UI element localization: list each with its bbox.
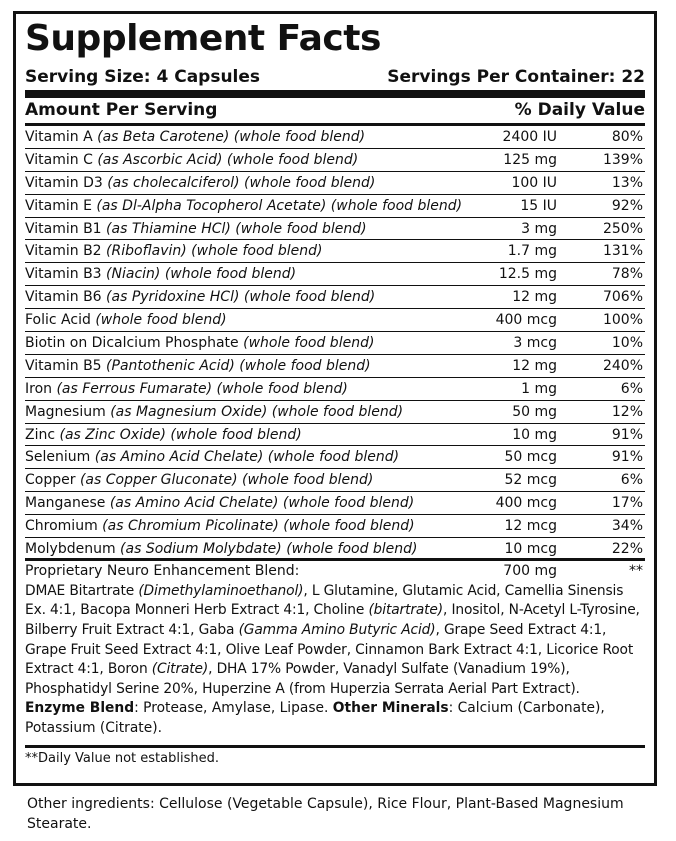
nutrient-name: [25, 446, 399, 469]
serving-info: [25, 66, 645, 88]
nutrient-name: [25, 195, 462, 218]
nutrient-row: [25, 355, 645, 378]
nutrient-base-name: Manganese: [25, 495, 110, 512]
servings-per-container: Servings Per Container: 22: [387, 67, 645, 87]
nutrient-name: [25, 515, 415, 538]
nutrient-base-name: Folic Acid: [25, 312, 96, 329]
nutrient-row: [25, 309, 645, 332]
nutrient-detail: (Riboflavin) (whole food blend): [106, 243, 323, 260]
ingredient-note: (bitartrate): [368, 602, 443, 619]
nutrient-detail: (as Dl-Alpha Tocopherol Acetate) (whole food blend): [96, 197, 463, 214]
nutrient-detail: (as Magnesium Oxide) (whole food blend): [110, 403, 404, 420]
nutrient-detail: (as Ferrous Fumarate) (whole food blend): [56, 380, 348, 397]
nutrient-amount: 12 mg: [512, 357, 557, 374]
nutrient-row: [25, 446, 645, 469]
blend-amount: 700 mg: [503, 562, 557, 579]
nutrient-row: [25, 172, 645, 195]
nutrient-base-name: Biotin on Dicalcium Phosphate: [25, 335, 244, 352]
serving-size: Serving Size: 4 Capsules: [25, 67, 261, 87]
nutrient-name: [25, 263, 296, 286]
nutrient-row: [25, 469, 645, 492]
nutrient-row: [25, 218, 645, 241]
nutrient-daily-value: 10%: [611, 335, 643, 352]
ingredient-note: (Citrate): [151, 661, 209, 678]
nutrient-row: [25, 263, 645, 286]
nutrient-amount: 15 IU: [520, 197, 557, 214]
nutrient-detail: (as Copper Gluconate) (whole food blend): [79, 472, 374, 489]
nutrient-name: [25, 424, 302, 447]
nutrient-amount: 3 mcg: [513, 335, 557, 352]
amount-header: Amount Per Serving: [25, 100, 218, 120]
enzyme-text: : Protease, Amylase, Lipase.: [134, 700, 333, 717]
ingredient-text: , L Glutamine, Glutamic Acid, Camellia Sinensis Ex. 4:1, Bacopa Monneri Herb Extract 4:1, Choline: [25, 582, 624, 619]
nutrient-detail: (as Ascorbic Acid) (whole food blend): [97, 151, 359, 168]
blend-name: Proprietary Neuro Enhancement Blend:: [25, 562, 300, 579]
nutrient-amount: 10 mg: [512, 426, 557, 443]
nutrient-amount: 52 mcg: [504, 472, 557, 489]
other-minerals-label: Other Minerals: [332, 700, 449, 717]
nutrient-detail: (whole food blend): [243, 335, 375, 352]
nutrient-amount: 1 mg: [521, 380, 557, 397]
nutrient-daily-value: 131%: [602, 243, 643, 260]
nutrient-daily-value: 92%: [611, 197, 643, 214]
ingredient-text: , Inositol, N-Acetyl L-Tyrosine, Bilberry Fruit Extract 4:1, Gaba: [25, 602, 640, 638]
nutrient-name: [25, 492, 414, 515]
nutrient-daily-value: 6%: [620, 472, 643, 489]
ingredient-note: (Dimethylaminoethanol): [138, 582, 304, 599]
nutrient-daily-value: 17%: [611, 495, 643, 512]
enzyme-label: Enzyme Blend: [25, 700, 135, 717]
nutrient-base-name: Molybdenum: [25, 541, 121, 558]
nutrient-detail: (as Thiamine HCl) (whole food blend): [106, 220, 367, 237]
nutrient-detail: (as Amino Acid Chelate) (whole food blend): [94, 449, 400, 466]
nutrient-row: [25, 401, 645, 424]
nutrient-detail: (as Beta Carotene) (whole food blend): [97, 129, 366, 145]
daily-value-header: % Daily Value: [514, 100, 645, 120]
nutrient-amount: 400 mcg: [495, 312, 557, 329]
nutrient-detail: (Pantothenic Acid) (whole food blend): [106, 357, 371, 374]
nutrient-amount: 125 mg: [503, 151, 557, 168]
nutrient-daily-value: 13%: [611, 174, 643, 191]
nutrient-daily-value: 34%: [611, 518, 643, 535]
nutrient-row: [25, 424, 645, 447]
ingredient-text: , Grape Seed Extract 4:1, Grape Fruit Seed Extract 4:1, Olive Leaf Powder, Cinnamon Bark Extract 4:1, Licorice Root Extract 4:1, Boron: [25, 621, 634, 678]
nutrient-daily-value: 240%: [602, 357, 643, 374]
nutrient-daily-value: 706%: [602, 289, 643, 306]
nutrient-base-name: Chromium: [25, 518, 103, 535]
nutrient-amount: 100 IU: [511, 174, 557, 191]
nutrient-row: [25, 332, 645, 355]
nutrient-row: [25, 378, 645, 401]
ingredient-text: , DHA 17% Powder, Vanadyl Sulfate (Vanadium 19%), Phosphatidyl Serine 20%, Huperzine A (from Huperzia Serrata Aerial Part Extract).: [25, 661, 580, 697]
column-header: [25, 98, 645, 123]
nutrient-detail: (Niacin) (whole food blend): [106, 266, 297, 283]
nutrient-name: [25, 309, 227, 332]
nutrient-row: [25, 286, 645, 309]
thick-divider: [25, 90, 645, 98]
nutrient-base-name: Vitamin B2: [25, 243, 107, 260]
nutrient-row: [25, 195, 645, 218]
nutrient-row: [25, 240, 645, 263]
nutrient-base-name: Iron: [25, 380, 57, 397]
nutrient-amount: 50 mcg: [504, 449, 557, 466]
nutrient-name: [25, 378, 348, 401]
nutrient-daily-value: 250%: [602, 220, 643, 237]
nutrient-name: [25, 240, 322, 263]
blend-daily-value: **: [629, 562, 643, 579]
nutrient-name: [25, 332, 374, 355]
nutrient-amount: 12 mg: [512, 289, 557, 306]
nutrient-name: [25, 401, 403, 424]
nutrient-base-name: Selenium: [25, 449, 95, 466]
nutrient-amount: 2400 IU: [502, 129, 557, 145]
proprietary-blend: [25, 562, 645, 582]
panel-title: Supplement Facts: [25, 18, 381, 59]
nutrient-amount: 12.5 mg: [498, 266, 557, 283]
nutrient-base-name: Vitamin B3: [25, 266, 107, 283]
enzyme-blend: [25, 699, 645, 738]
nutrient-base-name: Zinc: [25, 426, 60, 443]
nutrient-daily-value: 80%: [611, 129, 643, 145]
nutrient-name: [25, 149, 358, 172]
nutrient-base-name: Vitamin A: [25, 129, 98, 145]
nutrient-name: [25, 172, 375, 195]
nutrient-base-name: Copper: [25, 472, 80, 489]
nutrient-base-name: Vitamin B6: [25, 289, 107, 306]
nutrient-row: [25, 538, 645, 561]
nutrient-detail: (as cholecalciferol) (whole food blend): [107, 174, 376, 191]
nutrient-daily-value: 78%: [611, 266, 643, 283]
nutrient-amount: 12 mcg: [504, 518, 557, 535]
blend-ingredients: [25, 582, 645, 700]
nutrient-row: [25, 149, 645, 172]
other-minerals-text: : Calcium (Carbonate), Potassium (Citrate).: [25, 700, 605, 736]
nutrient-base-name: Vitamin B5: [25, 357, 107, 374]
nutrient-base-name: Vitamin B1: [25, 220, 107, 237]
nutrient-name: [25, 286, 375, 309]
nutrient-detail: (as Chromium Picolinate) (whole food blend): [102, 518, 415, 535]
nutrient-detail: (as Pyridoxine HCl) (whole food blend): [106, 289, 376, 306]
nutrient-base-name: Magnesium: [25, 403, 111, 420]
nutrient-daily-value: 91%: [611, 449, 643, 466]
nutrient-detail: (as Amino Acid Chelate) (whole food blend): [109, 495, 415, 512]
nutrient-name: [25, 218, 367, 241]
nutrient-daily-value: 22%: [611, 541, 643, 558]
nutrient-name: [25, 538, 418, 561]
nutrient-daily-value: 6%: [620, 380, 643, 397]
supplement-facts-panel: [13, 11, 657, 786]
nutrient-name: [25, 355, 371, 378]
ingredient-note: (Gamma Amino Butyric Acid): [238, 621, 436, 638]
nutrient-name: [25, 469, 373, 492]
nutrient-daily-value: 100%: [602, 312, 643, 329]
nutrient-detail: (as Sodium Molybdate) (whole food blend): [120, 541, 418, 558]
nutrient-detail: (as Zinc Oxide) (whole food blend): [59, 426, 302, 443]
ingredient-text: DMAE Bitartrate: [25, 582, 139, 599]
nutrient-daily-value: 12%: [611, 403, 643, 420]
other-ingredients: Other ingredients: Cellulose (Vegetable Capsule), Rice Flour, Plant-Based Magnesium Stearate.: [27, 796, 624, 832]
nutrient-detail: (whole food blend): [95, 312, 227, 329]
nutrient-row: [25, 492, 645, 515]
nutrient-list: [25, 126, 645, 561]
nutrient-amount: 3 mg: [521, 220, 557, 237]
nutrient-row: [25, 126, 645, 149]
nutrient-daily-value: 139%: [602, 151, 643, 168]
nutrient-amount: 1.7 mg: [507, 243, 557, 260]
nutrient-amount: 10 mcg: [504, 541, 557, 558]
nutrient-row: [25, 515, 645, 538]
nutrient-amount: 50 mg: [512, 403, 557, 420]
nutrient-daily-value: 91%: [611, 426, 643, 443]
nutrient-name: [25, 126, 365, 149]
footnote: **Daily Value not established.: [25, 751, 219, 767]
nutrient-base-name: Vitamin C: [25, 151, 98, 168]
nutrient-amount: 400 mcg: [495, 495, 557, 512]
nutrient-base-name: Vitamin D3: [25, 174, 108, 191]
nutrient-base-name: Vitamin E: [25, 197, 97, 214]
